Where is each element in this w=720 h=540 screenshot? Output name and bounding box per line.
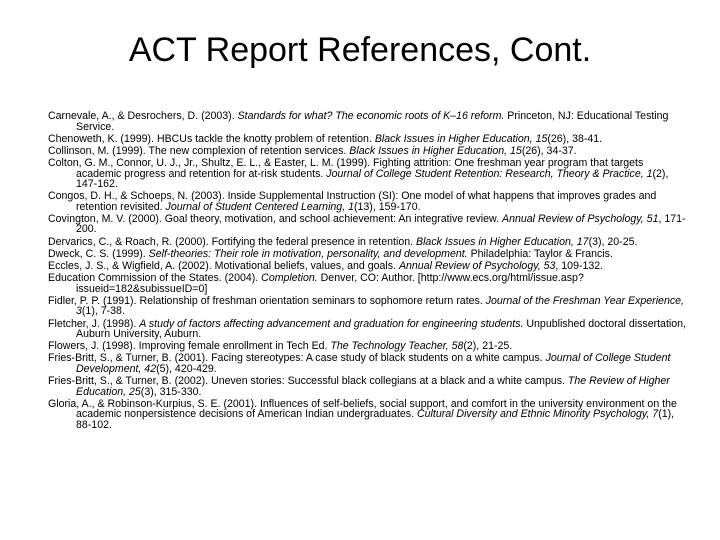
reference-text: Fidler, P. P. (1991). Relationship of freshman orientation seminars to sophomore return rates. [48,294,486,307]
reference-text: Fries-Britt, S., & Turner, B. (2001). Facing stereotypes: A case study of black students on a white campus. [48,352,546,365]
reference-source: Completion. [261,272,318,285]
reference-source: Journal of College Student Retention: Research, Theory & Practice, 1 [326,167,653,180]
reference-item [48,341,688,352]
reference-source: Annual Review of Psychology, 53 [398,260,556,272]
reference-text: Dweck, C. S. (1999). [48,247,149,260]
reference-source: Black Issues in Higher Education, 15 [374,132,548,145]
reference-text: (26), 38-41. [547,132,603,145]
reference-item [48,353,688,374]
reference-text: Collinson, M. (1999). The new complexion of retention services. [48,144,350,157]
reference-source: Black Issues in Higher Education, 17 [416,235,589,248]
reference-text: Education Commission of the States. (2004). [48,272,262,285]
reference-source: Journal of the Freshman Year Experience, 3 [76,294,684,318]
reference-text: Colton, G. M., Connor, U. J., Jr., Shultz, E. L., & Easter, L. M. (1999). Fighting attrition: One freshman year program that targets academic progress and retention for at-risk students. [48,157,644,180]
reference-source: Standards for what? The economic roots of K–16 reform. [237,110,505,122]
reference-text: Flowers, J. (1998). Improving female enrollment in Tech Ed. [48,340,331,353]
reference-text: Fries-Britt, S., & Turner, B. (2002). Uneven stories: Successful black collegians at a black and a white campus. [48,375,568,388]
reference-text: Denver, CO: Author. [http://www.ecs.org/html/issue.asp?issueid=182&subissueID=0] [76,272,584,295]
reference-item [48,134,688,145]
reference-text: Chenoweth, K. (1999). HBCUs tackle the knotty problem of retention. [48,132,375,145]
reference-item [48,376,688,397]
reference-item [48,111,688,132]
reference-list [48,111,688,432]
reference-text: (26), 34-37. [521,144,577,157]
slide-title: ACT Report References, Cont. [128,31,592,69]
reference-item [48,237,688,248]
reference-text: , 109-132. [555,260,604,272]
reference-item [48,319,688,340]
reference-text: Dervarics, C., & Roach, R. (2000). Fortifying the federal presence in retention. [48,235,417,248]
reference-item [48,214,688,235]
reference-source: A study of factors affecting advancement and graduation for engineering students. [139,317,524,330]
reference-text: Congos, D. H., & Schoeps, N. (2003). Inside Supplemental Instruction (SI): One model of what happens that improves grades and retention revisited. [48,190,657,213]
reference-source: Cultural Diversity and Ethnic Minority Psychology, 7 [416,408,659,421]
reference-item [48,296,688,317]
reference-item [48,191,688,212]
reference-source: The Review of Higher Education, 25 [76,375,670,398]
reference-item [48,146,688,157]
reference-text: Gloria, A., & Robinson-Kurpius, S. E. (2001). Influences of self-beliefs, social support, and comfort in the university environment on the academic nonpersistence decisions of American Indian undergraduates. [48,397,677,421]
reference-source: Black Issues in Higher Education, 15 [349,144,522,157]
reference-text: Princeton, NJ: Educational Testing Service. [76,110,669,133]
reference-text: (2), 147-162. [76,167,669,191]
reference-source: Journal of Student Centered Learning, 1 [165,200,354,213]
reference-item [48,158,688,190]
reference-source: The Technology Teacher, 58 [330,340,464,353]
reference-source: Journal of College Student Development, 42 [76,352,671,375]
reference-text: (3), 20-25. [588,235,638,248]
reference-source: Annual Review of Psychology, 51 [502,212,659,225]
reference-item [48,249,688,260]
reference-source: Self-theories: Their role in motivation, personality, and development. [148,247,468,260]
reference-text: Covington, M. V. (2000). Goal theory, motivation, and school achievement: An integrative review. [48,212,503,225]
reference-item [48,399,688,431]
reference-text: (1), 7-38. [81,305,125,318]
reference-text: , 171-200. [76,212,686,236]
reference-text: Philadelphia: Taylor & Francis. [467,247,613,260]
reference-item [48,273,688,294]
reference-text: (3), 315-330. [140,385,202,398]
reference-text: Fletcher, J. (1998). [48,317,140,330]
reference-text: Carnevale, A., & Desrochers, D. (2003). [48,110,238,122]
reference-text: Unpublished doctoral dissertation, Auburn University, Auburn. [76,317,686,341]
reference-text: Eccles, J. S., & Wigfield, A. (2002). Motivational beliefs, values, and goals. [48,260,399,272]
reference-text: (2), 21-25. [463,340,513,353]
reference-text: (13), 159-170. [353,200,421,213]
reference-text: (1), 88-102. [76,408,675,431]
reference-text: (5), 420-429. [156,362,217,375]
reference-item [48,261,688,272]
